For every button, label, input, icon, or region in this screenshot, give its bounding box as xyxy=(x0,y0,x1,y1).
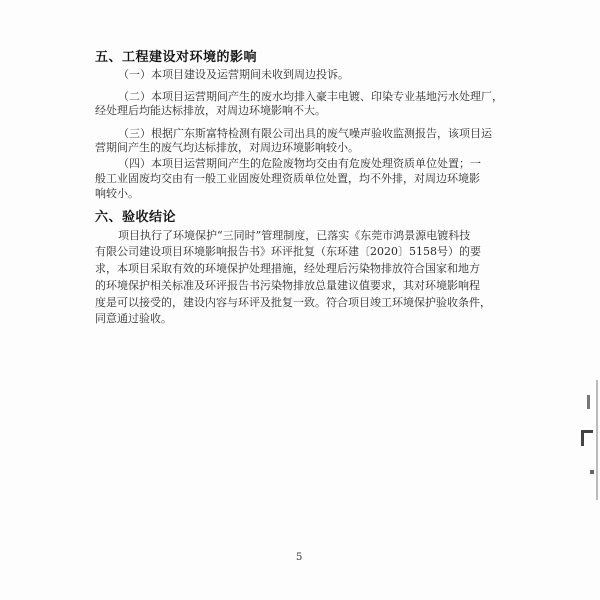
section-6-line-3: 求，本项目采取有效的环境保护处理措施，经处理后污染物排放符合国家和地方 xyxy=(95,262,480,275)
section-6-line-5: 度是可以接受的，建设内容与环评及批复一致。符合项目竣工环境保护验收条件， xyxy=(95,296,491,309)
section-5-paragraph-2-line-1: （二）本项目运营期间产生的废水均排入豪丰电镀、印染专业基地污水处理厂， xyxy=(118,90,503,103)
section-5-paragraph-4-line-1: （四）本项目运营期间产生的危险废物均交由有危废处理资质单位处置；一 xyxy=(118,157,481,170)
section-6-line-2: 有限公司建设项目环境影响报告书》环评批复（东环建〔2020〕5158号）的要 xyxy=(95,245,481,258)
section-6-line-4: 的环境保护相关标准及环评报告书污染物排放总量建议值要求，其对环境影响程 xyxy=(95,279,480,292)
section-5-paragraph-4-line-3: 响较小。 xyxy=(95,187,139,200)
section-6-line-1: 项目执行了环境保护“三同时”管理制度，已落实《东莞市鸿景源电镀科技 xyxy=(118,229,471,242)
section-5-paragraph-4-line-2: 般工业固废均交由有一般工业固废处理资质单位处置，均不外排，对周边环境影 xyxy=(95,172,480,185)
page-number: 5 xyxy=(296,552,303,563)
section-6-line-6: 同意通过验收。 xyxy=(95,312,172,325)
section-5-paragraph-2-line-2: 经处理后均能达标排放，对周边环境影响不大。 xyxy=(95,104,326,117)
section-5-paragraph-3-line-2: 营期间产生的废气均达标排放，对周边环境影响较小。 xyxy=(95,141,359,154)
scan-artifact xyxy=(587,395,590,409)
section-6-title: 六、验收结论 xyxy=(95,210,177,225)
scan-artifact xyxy=(590,470,594,474)
section-5-title: 五、工程建设对环境的影响 xyxy=(95,50,258,65)
section-5-paragraph-3-line-1: （三）根据广东斯富特检测有限公司出具的废气噪声验收监测报告，该项目运 xyxy=(118,127,492,140)
scan-artifact xyxy=(581,430,584,446)
scan-edge xyxy=(596,380,598,500)
section-5-paragraph-1: （一）本项目建设及运营期间未收到周边投诉。 xyxy=(118,68,349,81)
